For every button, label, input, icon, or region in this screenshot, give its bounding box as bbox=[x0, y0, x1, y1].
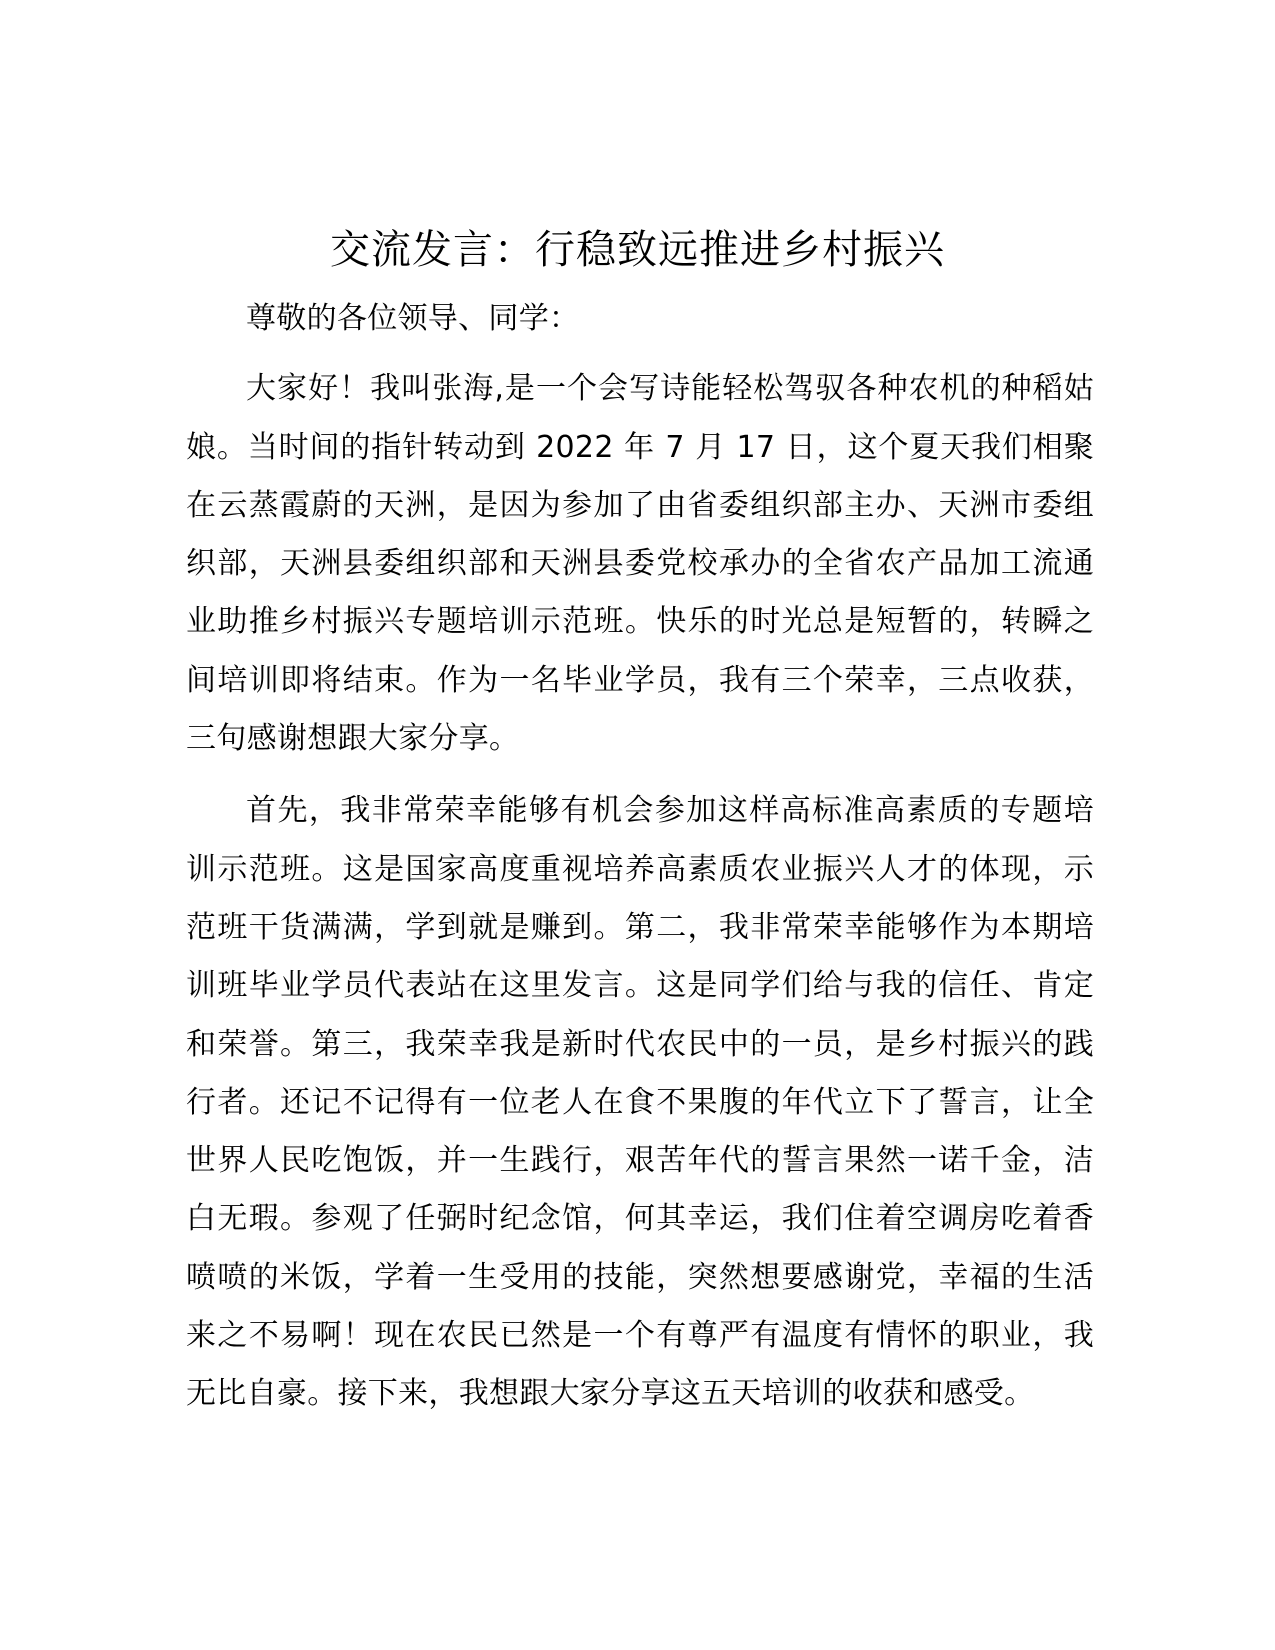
document-body bbox=[186, 290, 1094, 1424]
document-title: 交流发言：行稳致远推进乡村振兴 bbox=[330, 227, 945, 273]
paragraph-honors: 首先，我非常荣幸能够有机会参加这样高标准高素质的专题培训示范班。这是国家高度重视培养高素质农业振兴人才的体现，示范班干货满满，学到就是赚到。第二，我非常荣幸能够作为本期培训班毕业学员代表站在这里发言。这是同学们给与我的信任、肯定和荣誉。第三，我荣幸我是新时代农民中的一员，是乡村振兴的践行者。还记不记得有一位老人在食不果腹的年代立下了誓言，让全世界人民吃饱饭，并一生践行，艰苦年代的誓言果然一诺千金，洁白无瑕。参观了任弼时纪念馆，何其幸运，我们住着空调房吃着香喷喷的米饭，学着一生受用的技能，突然想要感谢党，幸福的生活来之不易啊！现在农民已然是一个有尊严有温度有情怀的职业，我无比自豪。接下来，我想跟大家分享这五天培训的收获和感受。 bbox=[186, 793, 1094, 1412]
paragraph-introduction: 大家好！我叫张海,是一个会写诗能轻松驾驭各种农机的种稻姑娘。当时间的指针转动到 2022 年 7 月 17 日，这个夏天我们相聚在云蒸霞蔚的天洲，是因为参加了由省委组织部主办、天洲市委组织部，天洲县委组织部和天洲县委党校承办的全省农产品加工流通业助推乡村振兴专题培训示范班。快乐的时光总是短暂的，转瞬之间培训即将结束。作为一名毕业学员，我有三个荣幸，三点收获，三句感谢想跟大家分享。 bbox=[186, 371, 1094, 757]
greeting-line: 尊敬的各位领导、同学： bbox=[246, 301, 580, 336]
